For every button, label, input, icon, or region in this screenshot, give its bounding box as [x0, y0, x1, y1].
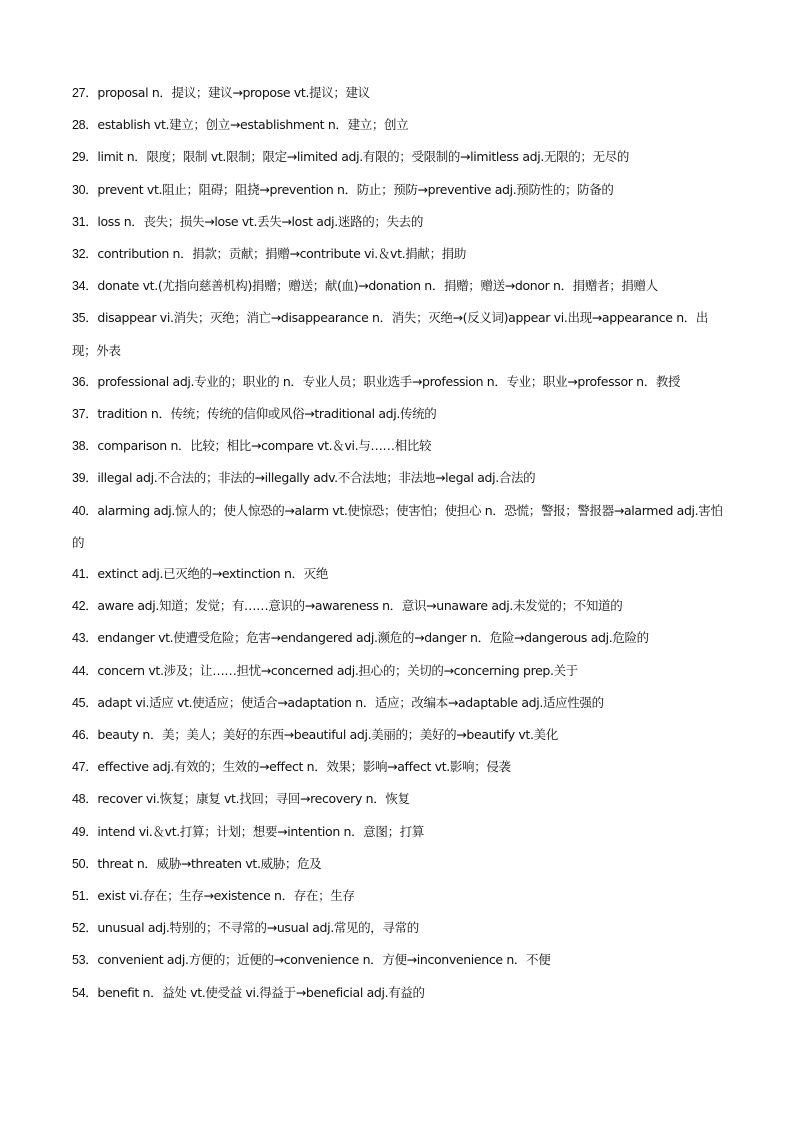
entry-number: 30． [72, 182, 98, 197]
entry-text: concern vt.涉及；让……担忧→concerned adj.担心的；关切的→concerning prep.关于 [97, 662, 578, 678]
list-item [72, 302, 724, 365]
entry-number: 29． [72, 150, 98, 165]
entry-text: recover vi.恢复；康复 vt.找回；寻回→recovery n．恢复 [97, 791, 410, 807]
entry-number: 28． [72, 118, 98, 133]
list-item [72, 816, 724, 848]
list-item [72, 590, 724, 622]
entry-text: proposal n．提议；建议→propose vt.提议；建议 [97, 85, 370, 100]
list-item [72, 109, 724, 141]
entry-text: beauty n．美；美人；美好的东西→beautiful adj.美丽的；美好的→beautify vt.美化 [97, 727, 558, 743]
entry-text: extinct adj.已灭绝的→extinction n．灭绝 [97, 566, 328, 582]
entry-number: 42． [72, 599, 98, 614]
entry-number: 41． [72, 567, 98, 582]
entry-text: disappear vi.消失；灭绝；消亡→disappearance n．消失；灭绝→(反义词)appear vi.出现→appearance n．出现；外表 [72, 310, 709, 358]
entry-text: adapt vi.适应 vt.使适应；使适合→adaptation n．适应；改编本→adaptable adj.适应性强的 [97, 694, 604, 710]
entry-number: 43． [72, 631, 98, 646]
list-item [72, 655, 724, 687]
entry-number: 52． [72, 921, 98, 936]
entry-number: 36． [72, 374, 98, 389]
list-item [72, 944, 724, 976]
entry-number: 27． [72, 86, 98, 100]
entry-number: 54． [72, 985, 98, 1000]
entry-number: 46． [72, 728, 98, 743]
entry-text: donate vt.(尤指向慈善机构)捐赠；赠送；献(血)→donation n．捐赠；赠送→donor n．捐赠者；捐赠人 [97, 278, 658, 294]
list-item [72, 141, 724, 173]
list-item [72, 366, 724, 398]
list-item [72, 783, 724, 815]
entry-number: 49． [72, 824, 98, 839]
entry-number: 44． [72, 663, 98, 678]
list-item [72, 912, 724, 944]
entry-number: 51． [72, 889, 98, 904]
entry-text: comparison n．比较；相比→compare vt.＆vi.与……相比较 [97, 438, 432, 454]
entry-text: benefit n．益处 vt.使受益 vi.得益于→beneficial adj.有益的 [97, 984, 425, 1000]
list-item [72, 719, 724, 751]
entry-text: loss n．丧失；损失→lose vt.丢失→lost adj.迷路的；失去的 [97, 213, 423, 229]
entry-text: prevent vt.阻止；阻碍；阻挠→prevention n．防止；预防→preventive adj.预防性的；防备的 [97, 181, 614, 197]
entry-text: intend vi.＆vt.打算；计划；想要→intention n．意图；打算 [97, 823, 425, 839]
entry-text: aware adj.知道；发觉；有……意识的→awareness n．意识→unaware adj.未发觉的；不知道的 [97, 598, 623, 614]
list-item [72, 238, 724, 270]
entry-number: 48． [72, 792, 98, 807]
entry-text: effective adj.有效的；生效的→effect n．效果；影响→affect vt.影响；侵袭 [97, 759, 511, 775]
entry-number: 38． [72, 439, 98, 454]
list-item [72, 270, 724, 302]
entry-number: 31． [72, 214, 98, 229]
entry-text: tradition n．传统；传统的信仰或风俗→traditional adj.传统的 [97, 406, 437, 422]
list-item [72, 206, 724, 238]
list-item [72, 558, 724, 590]
vocabulary-list [72, 77, 724, 1009]
entry-text: contribution n．捐款；贡献；捐赠→contribute vi.＆vt.捐献；捐助 [97, 246, 467, 262]
list-item [72, 77, 724, 109]
entry-text: establish vt.建立；创立→establishment n．建立；创立 [97, 117, 409, 133]
list-item [72, 462, 724, 494]
list-item [72, 495, 724, 558]
entry-number: 32． [72, 247, 98, 262]
entry-number: 40． [72, 503, 98, 518]
entry-number: 35． [72, 311, 98, 326]
entry-text: unusual adj.特别的；不寻常的→usual adj.常见的，寻常的 [97, 920, 419, 936]
entry-number: 47． [72, 760, 98, 775]
list-item [72, 622, 724, 654]
list-item [72, 398, 724, 430]
entry-number: 50． [72, 856, 98, 871]
list-item [72, 687, 724, 719]
entry-text: professional adj.专业的；职业的 n．专业人员；职业选手→profession n．专业；职业→professor n．教授 [97, 373, 681, 389]
entry-text: illegal adj.不合法的；非法的→illegally adv.不合法地；非法地→legal adj.合法的 [97, 470, 536, 486]
entry-text: threat n．威胁→threaten vt.威胁；危及 [97, 855, 322, 871]
entry-number: 53． [72, 953, 98, 968]
entry-number: 34． [72, 279, 98, 294]
list-item [72, 977, 724, 1009]
list-item [72, 430, 724, 462]
entry-text: endanger vt.使遭受危险；危害→endangered adj.濒危的→danger n．危险→dangerous adj.危险的 [97, 630, 649, 646]
entry-text: alarming adj.惊人的；使人惊恐的→alarm vt.使惊恐；使害怕；使担心 n．恐慌；警报；警报器→alarmed adj.害怕的 [72, 502, 723, 550]
entry-text: limit n．限度；限制 vt.限制；限定→limited adj.有限的；受限制的→limitless adj.无限的；无尽的 [97, 149, 630, 165]
list-item [72, 848, 724, 880]
entry-text: convenient adj.方便的；近便的→convenience n．方便→inconvenience n．不便 [97, 952, 551, 968]
list-item [72, 174, 724, 206]
entry-number: 37． [72, 407, 98, 422]
list-item [72, 880, 724, 912]
entry-number: 45． [72, 695, 98, 710]
list-item [72, 751, 724, 783]
entry-text: exist vi.存在；生存→existence n．存在；生存 [97, 888, 355, 904]
entry-number: 39． [72, 471, 98, 486]
